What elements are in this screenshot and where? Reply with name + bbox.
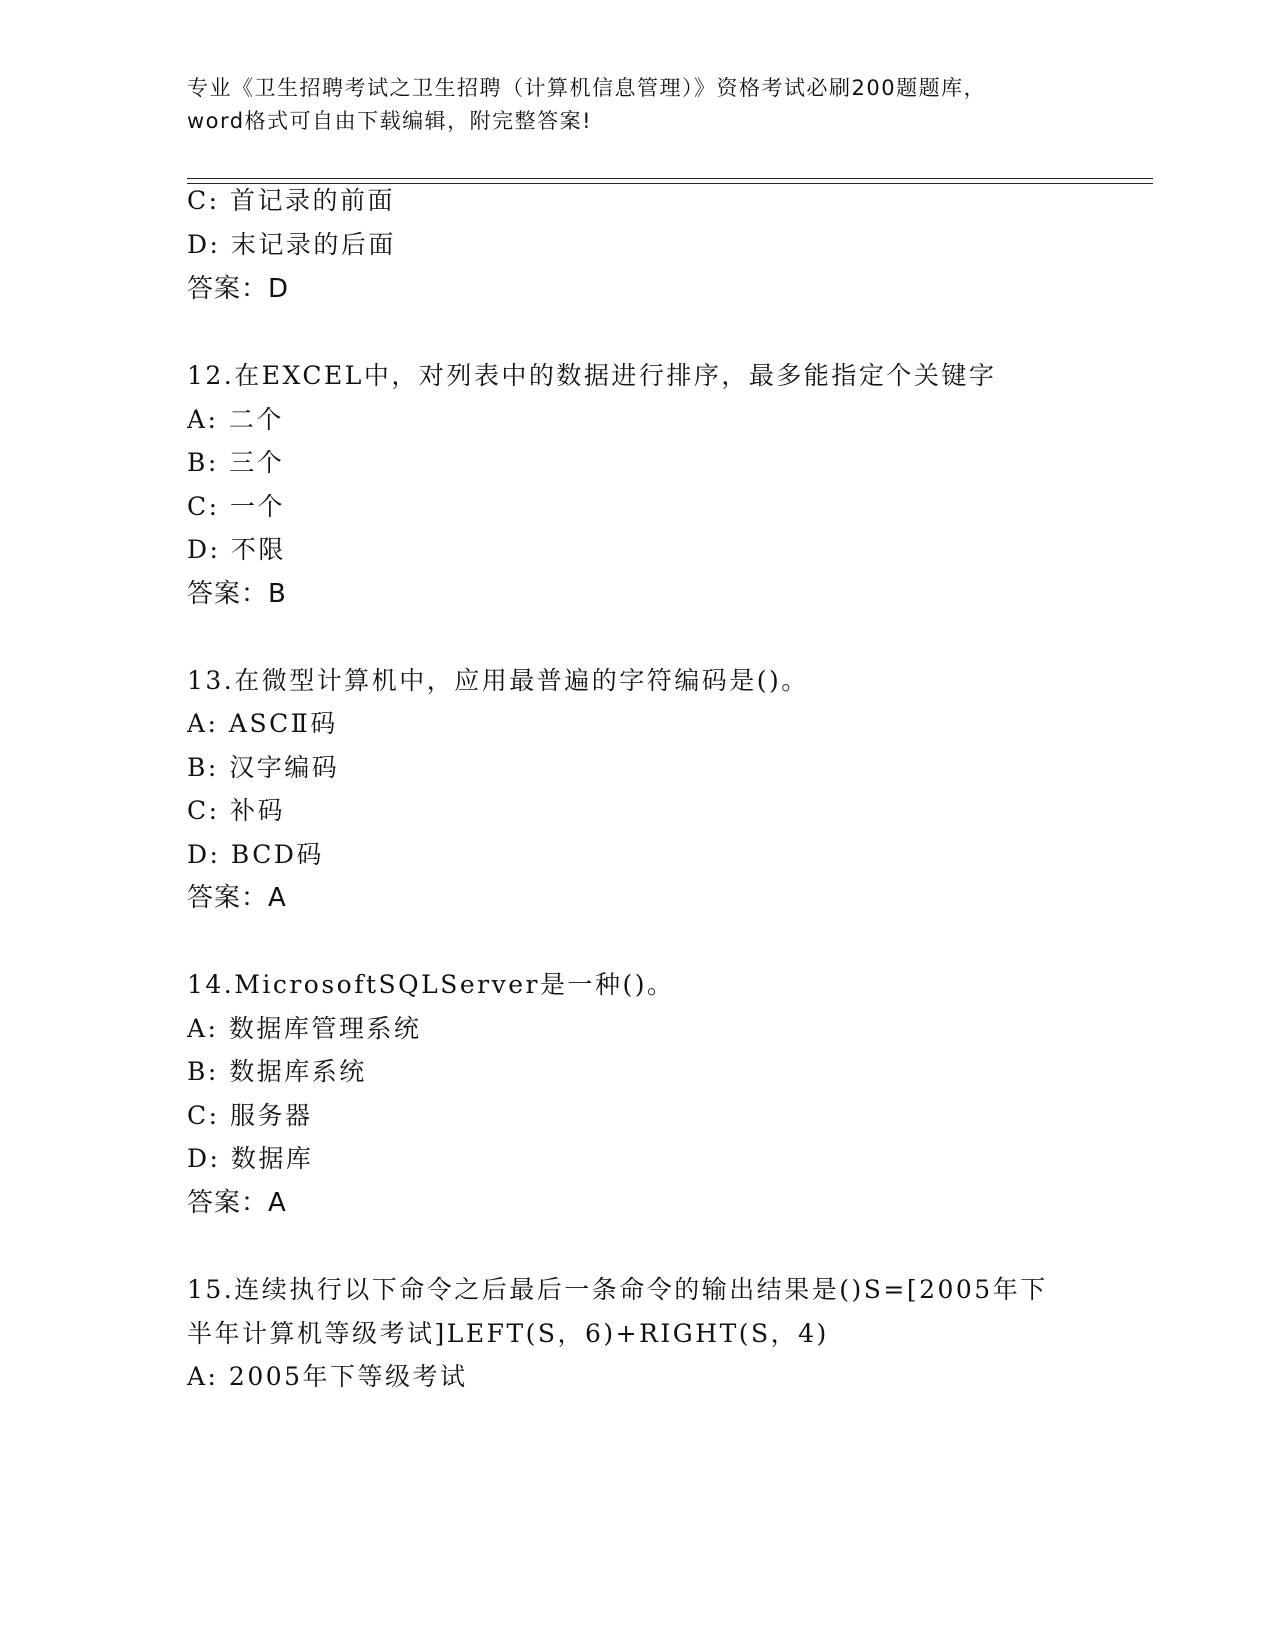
q14-answer: 答案：A [187, 1188, 287, 1218]
q14-option-b: B: 数据库系统 [187, 1057, 367, 1086]
q14-stem: 14.MicrosoftSQLServer是一种()。 [187, 970, 675, 999]
header-title-line-1: 专业《卫生招聘考试之卫生招聘（计算机信息管理）》资格考试必刷200题题库， [187, 76, 987, 100]
q12-option-b: B: 三个 [187, 448, 285, 477]
q13-answer: 答案：A [187, 883, 287, 913]
q13-stem: 13.在微型计算机中，应用最普遍的字符编码是()。 [187, 666, 809, 695]
q14-option-a: A: 数据库管理系统 [187, 1014, 422, 1043]
q12-answer: 答案：B [187, 579, 287, 609]
q13-option-c: C: 补码 [187, 796, 285, 825]
q12-option-d: D: 不限 [187, 535, 286, 564]
q13-option-a: A: ASCⅡ码 [187, 709, 338, 738]
header-divider-bottom [187, 183, 1153, 184]
q15-stem-line-1: 15.连续执行以下命令之后最后一条命令的输出结果是()S=[2005年下 [187, 1275, 1048, 1304]
header-title-line-2: word格式可自由下载编辑，附完整答案! [187, 109, 593, 133]
q12-option-a: A: 二个 [187, 405, 284, 434]
q11-option-d: D: 末记录的后面 [187, 230, 396, 259]
q11-option-c: C: 首记录的前面 [187, 186, 395, 215]
q13-option-d: D: BCD码 [187, 840, 324, 869]
q15-option-a: A: 2005年下等级考试 [187, 1362, 468, 1391]
q14-option-c: C: 服务器 [187, 1101, 313, 1130]
q12-stem: 12.在EXCEL中，对列表中的数据进行排序，最多能指定个关键字 [187, 361, 997, 390]
q12-option-c: C: 一个 [187, 492, 285, 521]
q15-stem-line-2: 半年计算机等级考试]LEFT(S，6)+RIGHT(S，4) [187, 1319, 829, 1348]
header-divider-top [187, 178, 1153, 179]
q14-option-d: D: 数据库 [187, 1144, 314, 1173]
q11-answer: 答案：D [187, 274, 290, 304]
q13-option-b: B: 汉字编码 [187, 753, 340, 782]
document-header [187, 72, 1067, 138]
